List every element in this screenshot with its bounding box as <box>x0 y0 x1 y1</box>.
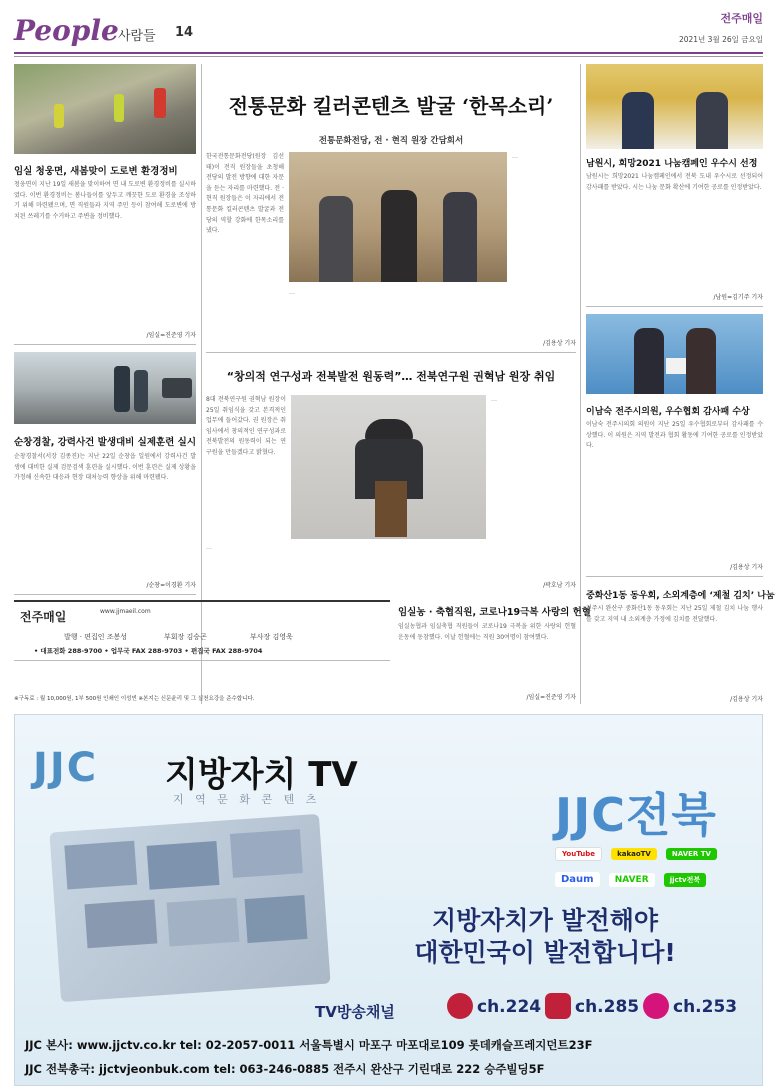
byline: /김용상 기자 <box>730 696 763 703</box>
divider <box>206 352 576 353</box>
ad-ch-2: ch.285 <box>575 997 640 1017</box>
paper-name: 전주매일 <box>720 12 763 25</box>
ad-address-2: JJC 전북총국: jjctvjeonbuk.com tel: 063-246-0885 전주시 완산구 기린대로 222 승주빌딩5F <box>25 1062 545 1076</box>
headline-main: 전통문화 킬러콘텐츠 발굴 ‘한목소리’ <box>228 94 554 118</box>
byline: /김용상 기자 <box>543 340 576 347</box>
article-body: 8대 전북연구원 권혁남 원장이 25일 취임식을 갖고 본격적인 업무에 들어갔다. 권 원장은 취임사에서 창의적인 연구성과로 전북발전의 원동력이 되는 연구원을 만들겠다고 밝혔다. <box>206 396 286 456</box>
masthead-name: 전주매일 <box>20 610 67 624</box>
headline: 순창경찰, 강력사건 발생대비 실제훈련 실시 <box>14 437 197 448</box>
divider <box>586 306 763 307</box>
ad-left-sub: 지 역 문 화 콘 텐 츠 <box>173 793 321 806</box>
ad-slogan-1: 지방자치가 발전해야 <box>431 906 659 935</box>
header-rule <box>14 52 763 54</box>
daum-badge[interactable]: Daum <box>555 872 600 887</box>
masthead-staff-2: 부회장 김승곤 <box>164 633 207 641</box>
page-number: 14 <box>175 25 194 40</box>
issue-date: 2021년 3월 26일 금요일 <box>678 35 763 44</box>
article-body: 남원시는 희망2021 나눔캠페인에서 전북 도내 우수시로 선정되어 감사패를 받았다. 시는 나눔 문화 확산에 기여한 공로를 인정받았다. <box>586 173 763 191</box>
masthead <box>14 600 390 704</box>
masthead-staff-3: 부사장 김영욱 <box>250 633 293 641</box>
article-body: 전주시 완산구 중화산1동 동우회는 지난 25일 제철 김치 나눔 행사를 갖고 지역 내 소외계층 가정에 김치를 전달했다. <box>586 605 763 623</box>
meeting-photo <box>289 152 507 282</box>
ad-channel-label: TV방송채널 <box>315 1003 395 1021</box>
headline: 임실 청웅면, 새봄맞이 도로변 환경정비 <box>14 166 178 177</box>
section-logo: People <box>14 14 119 47</box>
ad-services <box>555 841 755 861</box>
divider <box>14 344 196 345</box>
byline: /임실=진준영 기자 <box>146 332 196 339</box>
article-body: … <box>512 153 518 160</box>
ad-jjc-logo: JJC <box>33 745 99 791</box>
jjctv-badge[interactable]: jjctv전북 <box>664 873 706 887</box>
ad-left-title: 지방자치 TV <box>165 755 358 795</box>
plaque-photo <box>586 314 763 394</box>
headline: “창의적 연구성과 전북발전 원동력”… 전북연구원 권혁남 원장 취임 <box>226 370 556 383</box>
ad-ch-3: ch.253 <box>673 997 738 1017</box>
section-kr: 사람들 <box>118 29 156 44</box>
ad-collage <box>49 814 330 1002</box>
headline: 중화산1동 동우회, 소외계층에 ‘제철 김치’ 나눔 <box>586 591 775 601</box>
kakaotv-badge[interactable]: kakaoTV <box>611 848 657 860</box>
award-photo <box>586 64 763 149</box>
article-body: 청웅면이 지난 19일 새봄을 맞이하여 면 내 도로변 환경정비를 실시하였다. 이번 환경정비는 봄나들이를 앞두고 깨끗한 도로 환경을 조성하기 위해 마련됐으며, 면 직원들과 지역 주민 등이 참여해 도로변에 방치된 쓰레기를 수거하고 주변을 정비했다. <box>14 181 196 220</box>
header-rule-thin <box>14 56 763 57</box>
youtube-badge[interactable]: YouTube <box>555 847 602 861</box>
article-body: 한국전통문화전당(원장 김선태)이 전직 원장들을 초청해 전당의 발전 방향에 대한 자문을 듣는 자리를 마련했다. 전 · 현직 원장들은 이 자리에서 전통문화 킬러콘텐츠 발굴과 전당의 역할 강화에 한목소리를 냈다. <box>206 153 284 235</box>
ad-right-logo: JJC전북 <box>555 788 717 842</box>
subheadline: 전통문화전당, 전 · 현직 원장 간담회서 <box>318 136 464 146</box>
headline: 이남숙 전주시의원, 우수협회 감사패 수상 <box>586 407 750 417</box>
masthead-site[interactable]: www.jjmaeil.com <box>100 608 151 615</box>
byline: /김용상 기자 <box>730 564 763 571</box>
article-body: … <box>289 289 295 296</box>
naver-badge[interactable]: NAVER <box>609 873 655 887</box>
ad-ch-1: ch.224 <box>477 997 542 1017</box>
headline: 임실농 · 축협직원, 코로나19극복 사랑의 헌혈 <box>398 607 591 618</box>
headline: 남원시, 희망2021 나눔캠페인 우수시 선정 <box>586 159 758 169</box>
article-body: … <box>206 544 212 551</box>
jjc-advertisement[interactable] <box>14 714 763 1086</box>
byline: /남원=김기주 기자 <box>713 294 763 301</box>
masthead-footer: ※구독료 : 월 10,000원, 1부 500원 인쇄인 이성빈 ※본지는 신문윤리 및 그 실천요강을 준수합니다. <box>14 696 255 702</box>
article-body: 순창경찰서(서장 김종진)는 지난 22일 순창읍 일원에서 강력사건 발생에 대비한 실제 검문검색 훈련을 실시했다. 이번 훈련은 실제 상황을 가정해 신속한 대응과 현장 대처능력 향상을 위해 마련됐다. <box>14 453 196 482</box>
masthead-phones: • 대표전화 288-9700 • 업무국 FAX 288-9703 • 편집국 FAX 288-9704 <box>34 647 263 655</box>
ad-services-2 <box>555 867 763 887</box>
police-photo <box>14 352 196 424</box>
cleanup-photo <box>14 64 196 154</box>
btv-icon <box>545 993 571 1019</box>
navertv-badge[interactable]: NAVER TV <box>666 848 717 860</box>
divider <box>586 576 763 577</box>
article-body: 이남숙 전주시의회 의원이 지난 25일 우수협회로부터 감사패를 수상했다. 이 의원은 지역 발전과 협회 활동에 기여한 공로를 인정받았다. <box>586 421 763 450</box>
byline: /임실=진준영 기자 <box>526 694 576 701</box>
ad-slogan-2: 대한민국이 발전합니다! <box>414 938 676 967</box>
byline: /곽호남 기자 <box>543 582 576 589</box>
ad-address-1: JJC 본사: www.jjctv.co.kr tel: 02-2057-0011 서울특별시 마포구 마포대로109 롯데캐슬프레지던트23F <box>25 1038 593 1052</box>
article-body: 임실농협과 임실축협 직원들이 코로나19 극복을 위한 사랑의 헌혈 운동에 동참했다. 이날 헌혈에는 직원 30여명이 참여했다. <box>398 623 576 641</box>
inauguration-photo <box>291 395 486 539</box>
divider <box>14 594 196 595</box>
uplus-icon <box>643 993 669 1019</box>
masthead-staff-1: 발행 · 편집인 조봉성 <box>64 633 127 641</box>
article-body: … <box>491 396 497 403</box>
kt-icon <box>447 993 473 1019</box>
byline: /순창=이경환 기자 <box>146 582 196 589</box>
